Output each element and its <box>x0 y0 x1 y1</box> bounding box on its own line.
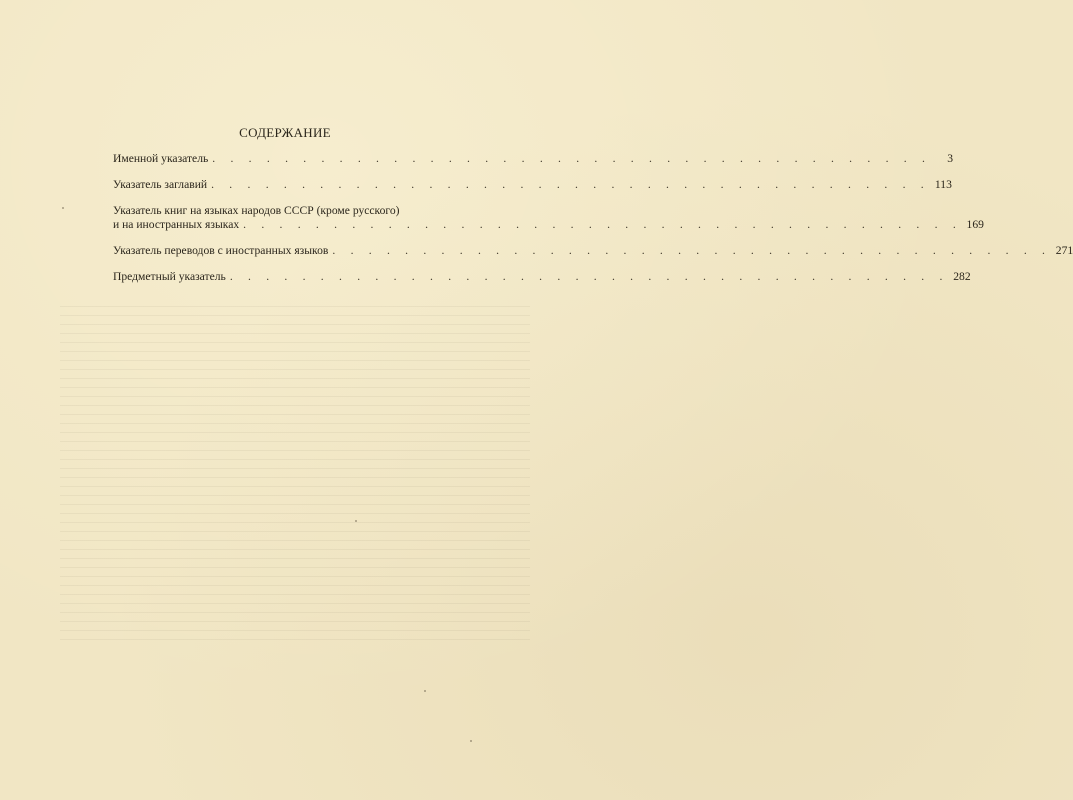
leader-dots: . . . . . . . . . . . . . . . . . . . . . . . . . . . . . . . . . . . . . . . . <box>332 244 1052 257</box>
toc-entry-page: 271 <box>1055 244 1073 257</box>
toc-entry-label: Предметный указатель <box>113 270 226 283</box>
paper-speck <box>424 690 426 692</box>
table-of-contents <box>113 152 1073 284</box>
show-through-text <box>60 300 530 640</box>
paper-speck <box>62 207 64 209</box>
toc-entry <box>113 270 971 284</box>
page-title: СОДЕРЖАНИЕ <box>239 125 331 140</box>
toc-entry-label-line2: и на иностранных языках <box>113 218 240 231</box>
toc-entry-page: 282 <box>953 270 971 283</box>
toc-entry <box>113 152 954 166</box>
leader-dots: . . . . . . . . . . . . . . . . . . . . . . . . . . . . . . . . . . . . . . . . <box>212 152 932 165</box>
toc-entry-page: 169 <box>966 218 984 231</box>
toc-entry <box>113 178 952 192</box>
toc-entry-label: Именной указатель <box>113 152 209 165</box>
toc-entry-label: Указатель заглавий <box>113 178 208 191</box>
leader-dots: . . . . . . . . . . . . . . . . . . . . . . . . . . . . . . . . . . . . . . . . <box>243 218 962 231</box>
toc-entry <box>113 244 1073 258</box>
toc-entry <box>113 204 984 232</box>
toc-entry-page: 113 <box>934 178 952 191</box>
toc-entry-label: Указатель переводов с иностранных языков <box>113 244 329 257</box>
leader-dots: . . . . . . . . . . . . . . . . . . . . . . . . . . . . . . . . . . . . . . . . <box>229 270 949 283</box>
leader-dots: . . . . . . . . . . . . . . . . . . . . . . . . . . . . . . . . . . . . . . . . <box>211 178 930 191</box>
paper-speck <box>470 740 472 742</box>
toc-entry-page: 3 <box>947 152 954 165</box>
paper-speck <box>355 520 357 522</box>
toc-entry-label-line1: Указатель книг на языках народов СССР (кроме русского) <box>113 204 400 217</box>
